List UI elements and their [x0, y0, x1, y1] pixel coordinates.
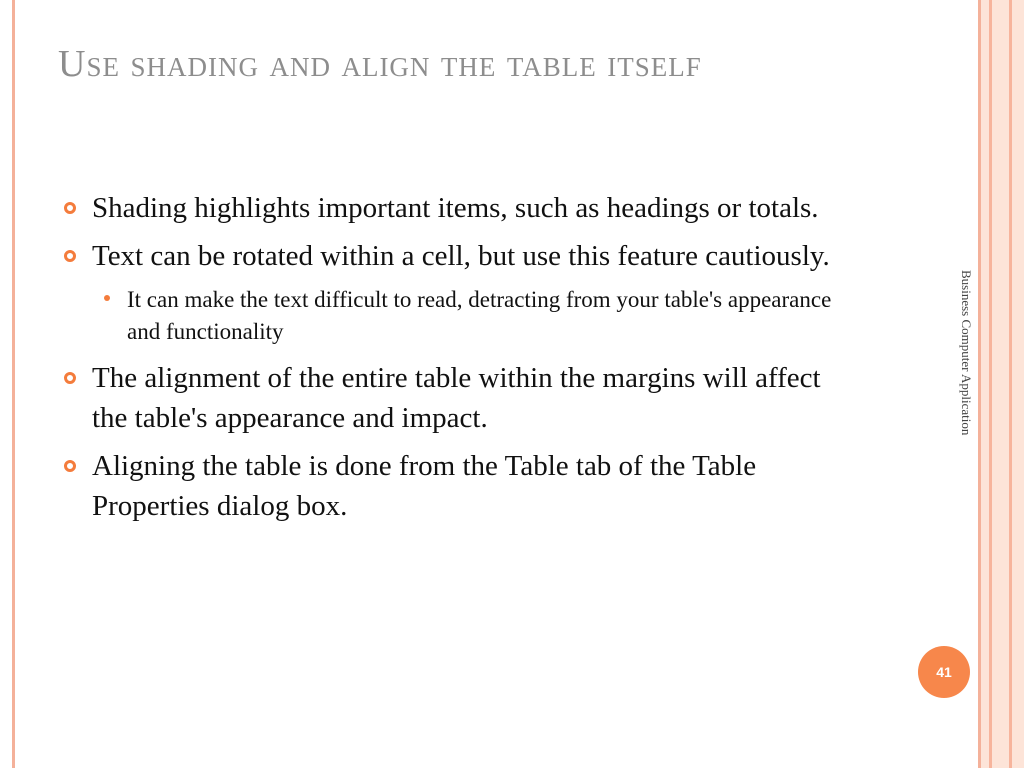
sub-bullet-text: It can make the text difficult to read, detracting from your table's appearance and functionality — [127, 287, 832, 344]
bullet-circle-icon — [64, 202, 76, 214]
sub-bullet-dot-icon — [104, 295, 110, 301]
bullet-text: Shading highlights important items, such as headings or totals. — [92, 192, 819, 224]
slide-content — [64, 188, 854, 534]
bullet-text: Text can be rotated within a cell, but use this feature cautiously. — [92, 240, 830, 272]
left-frame — [0, 0, 15, 768]
slide-title: Use shading and align the table itself — [58, 43, 702, 85]
bullet-circle-icon — [64, 372, 76, 384]
page-number-badge: 41 — [918, 646, 970, 698]
bullet-text: The alignment of the entire table within the margins will affect the table's appearance and impact. — [92, 362, 821, 434]
bullet-item — [64, 236, 854, 276]
bullet-circle-icon — [64, 460, 76, 472]
bullet-item — [64, 446, 854, 526]
bullet-item — [64, 358, 854, 438]
right-frame-decoration — [981, 0, 1024, 768]
bullet-item — [64, 188, 854, 228]
vertical-course-label: Business Computer Application — [959, 270, 974, 436]
bullet-text: Aligning the table is done from the Table tab of the Table Properties dialog box. — [92, 450, 757, 522]
bullet-circle-icon — [64, 250, 76, 262]
sub-bullet-item — [104, 284, 854, 348]
